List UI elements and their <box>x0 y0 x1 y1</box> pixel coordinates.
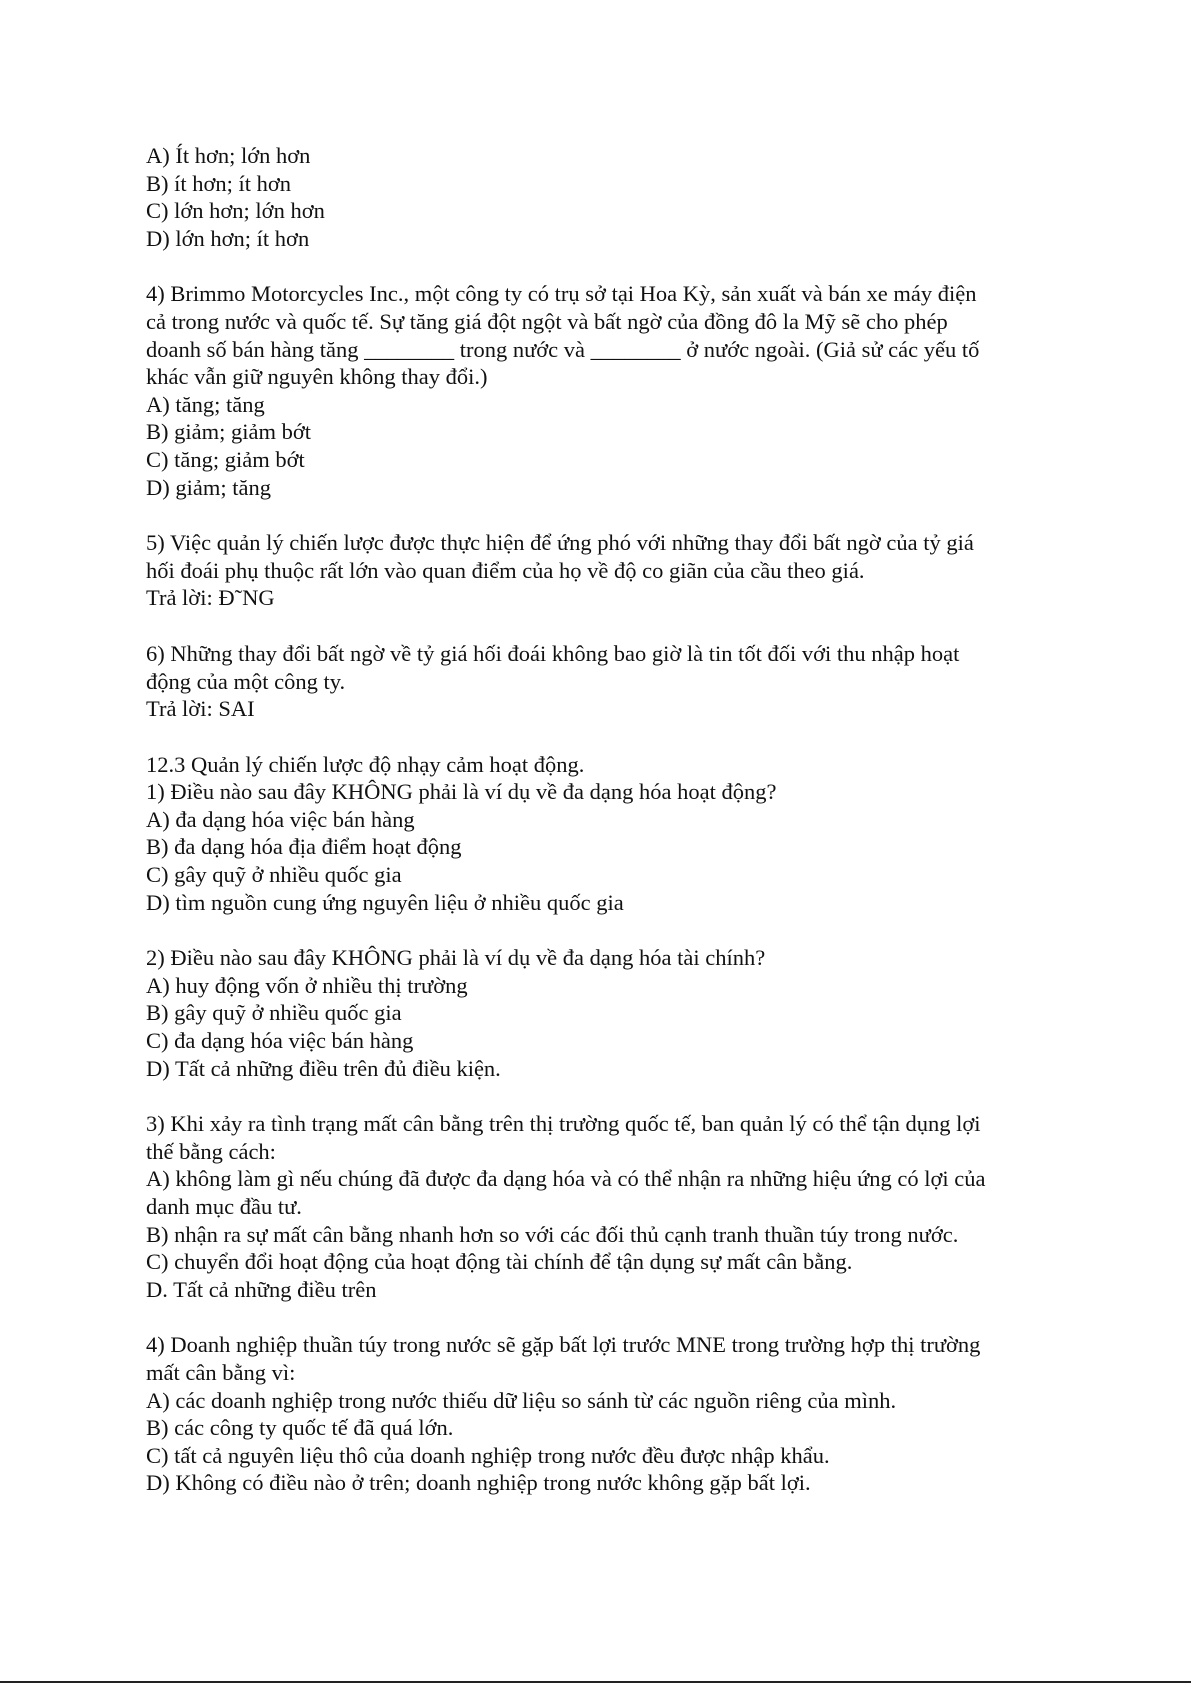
question-5 <box>146 529 1046 612</box>
section-12-3-question-3 <box>146 1110 1046 1303</box>
option-a: A) đa dạng hóa việc bán hàng <box>146 806 415 832</box>
option-b: B) ít hơn; ít hơn <box>146 170 292 196</box>
answer-text: Trả lời: Đ˜NG <box>146 585 275 611</box>
option-b: B) đa dạng hóa địa điểm hoạt động <box>146 834 462 860</box>
option-d: D. Tất cả những điều trên <box>146 1276 377 1302</box>
question-text: hối đoái phụ thuộc rất lớn vào quan điểm của họ về độ co giãn của cầu theo giá. <box>146 557 865 583</box>
question-4 <box>146 280 1046 501</box>
question-text: 3) Khi xảy ra tình trạng mất cân bằng trên thị trường quốc tế, ban quản lý có thể tận dụng lợi <box>146 1111 981 1137</box>
answer-text: Trả lời: SAI <box>146 696 255 722</box>
paragraph-gap <box>146 612 1046 640</box>
option-d: D) Tất cả những điều trên đủ điều kiện. <box>146 1055 501 1081</box>
question-6 <box>146 640 1046 723</box>
section-12-3-question-1 <box>146 751 1046 917</box>
option-d: D) Không có điều nào ở trên; doanh nghiệp trong nước không gặp bất lợi. <box>146 1470 811 1496</box>
question-text: động của một công ty. <box>146 668 346 694</box>
section-12-3-question-2 <box>146 944 1046 1082</box>
question-text: 6) Những thay đổi bất ngờ về tỷ giá hối đoái không bao giờ là tin tốt đối với thu nhập hoạt <box>146 640 960 666</box>
question-text: mất cân bằng vì: <box>146 1359 296 1385</box>
option-b: B) các công ty quốc tế đã quá lớn. <box>146 1415 454 1441</box>
option-c: C) gây quỹ ở nhiều quốc gia <box>146 862 402 888</box>
option-c: C) tất cả nguyên liệu thô của doanh nghiệp trong nước đều được nhập khẩu. <box>146 1442 830 1468</box>
question-text: 5) Việc quản lý chiến lược được thực hiện để ứng phó với những thay đổi bất ngờ của tỷ giá <box>146 530 974 556</box>
option-b: B) gây quỹ ở nhiều quốc gia <box>146 1000 402 1026</box>
option-a: A) tăng; tăng <box>146 391 265 417</box>
option-a: A) huy động vốn ở nhiều thị trường <box>146 972 468 998</box>
option-b: B) nhận ra sự mất cân bằng nhanh hơn so với các đối thủ cạnh tranh thuần túy trong nước. <box>146 1221 959 1247</box>
question-text: doanh số bán hàng tăng ________ trong nước và ________ ở nước ngoài. (Giả sử các yếu tố <box>146 336 980 362</box>
option-a: A) không làm gì nếu chúng đã được đa dạng hóa và có thể nhận ra những hiệu ứng có lợi của <box>146 1166 986 1192</box>
paragraph-gap <box>146 916 1046 944</box>
question-text: cả trong nước và quốc tế. Sự tăng giá đột ngột và bất ngờ của đồng đô la Mỹ sẽ cho phép <box>146 308 948 334</box>
question-text: thế bằng cách: <box>146 1138 276 1164</box>
option-d: D) lớn hơn; ít hơn <box>146 225 310 251</box>
option-a: danh mục đầu tư. <box>146 1194 302 1219</box>
paragraph-gap <box>146 723 1046 751</box>
option-c: C) chuyển đổi hoạt động của hoạt động tài chính để tận dụng sự mất cân bằng. <box>146 1249 853 1275</box>
question-text: 4) Doanh nghiệp thuần túy trong nước sẽ gặp bất lợi trước MNE trong trường hợp thị trường <box>146 1332 981 1358</box>
option-d: D) tìm nguồn cung ứng nguyên liệu ở nhiều quốc gia <box>146 889 624 915</box>
section-heading: 12.3 Quản lý chiến lược độ nhạy cảm hoạt động. <box>146 751 585 777</box>
option-c: C) lớn hơn; lớn hơn <box>146 198 325 224</box>
paragraph-gap <box>146 1303 1046 1331</box>
question-text: khác vẫn giữ nguyên không thay đổi.) <box>146 364 488 390</box>
prev-question-options <box>146 142 1046 252</box>
option-b: B) giảm; giảm bớt <box>146 419 312 445</box>
section-12-3-question-4 <box>146 1331 1046 1497</box>
question-text: 2) Điều nào sau đây KHÔNG phải là ví dụ về đa dạng hóa tài chính? <box>146 945 766 971</box>
question-text: 4) Brimmo Motorcycles Inc., một công ty có trụ sở tại Hoa Kỳ, sản xuất và bán xe máy điện <box>146 281 977 307</box>
option-a: A) các doanh nghiệp trong nước thiếu dữ liệu so sánh từ các nguồn riêng của mình. <box>146 1387 897 1413</box>
page-bottom-divider <box>0 1681 1191 1683</box>
paragraph-gap <box>146 1082 1046 1110</box>
option-c: C) đa dạng hóa việc bán hàng <box>146 1028 414 1054</box>
option-a: A) Ít hơn; lớn hơn <box>146 143 311 168</box>
option-d: D) giảm; tăng <box>146 474 271 500</box>
question-text: 1) Điều nào sau đây KHÔNG phải là ví dụ về đa dạng hóa hoạt động? <box>146 779 777 805</box>
option-c: C) tăng; giảm bớt <box>146 446 305 472</box>
document-page <box>146 142 1046 1497</box>
paragraph-gap <box>146 501 1046 529</box>
paragraph-gap <box>146 252 1046 280</box>
